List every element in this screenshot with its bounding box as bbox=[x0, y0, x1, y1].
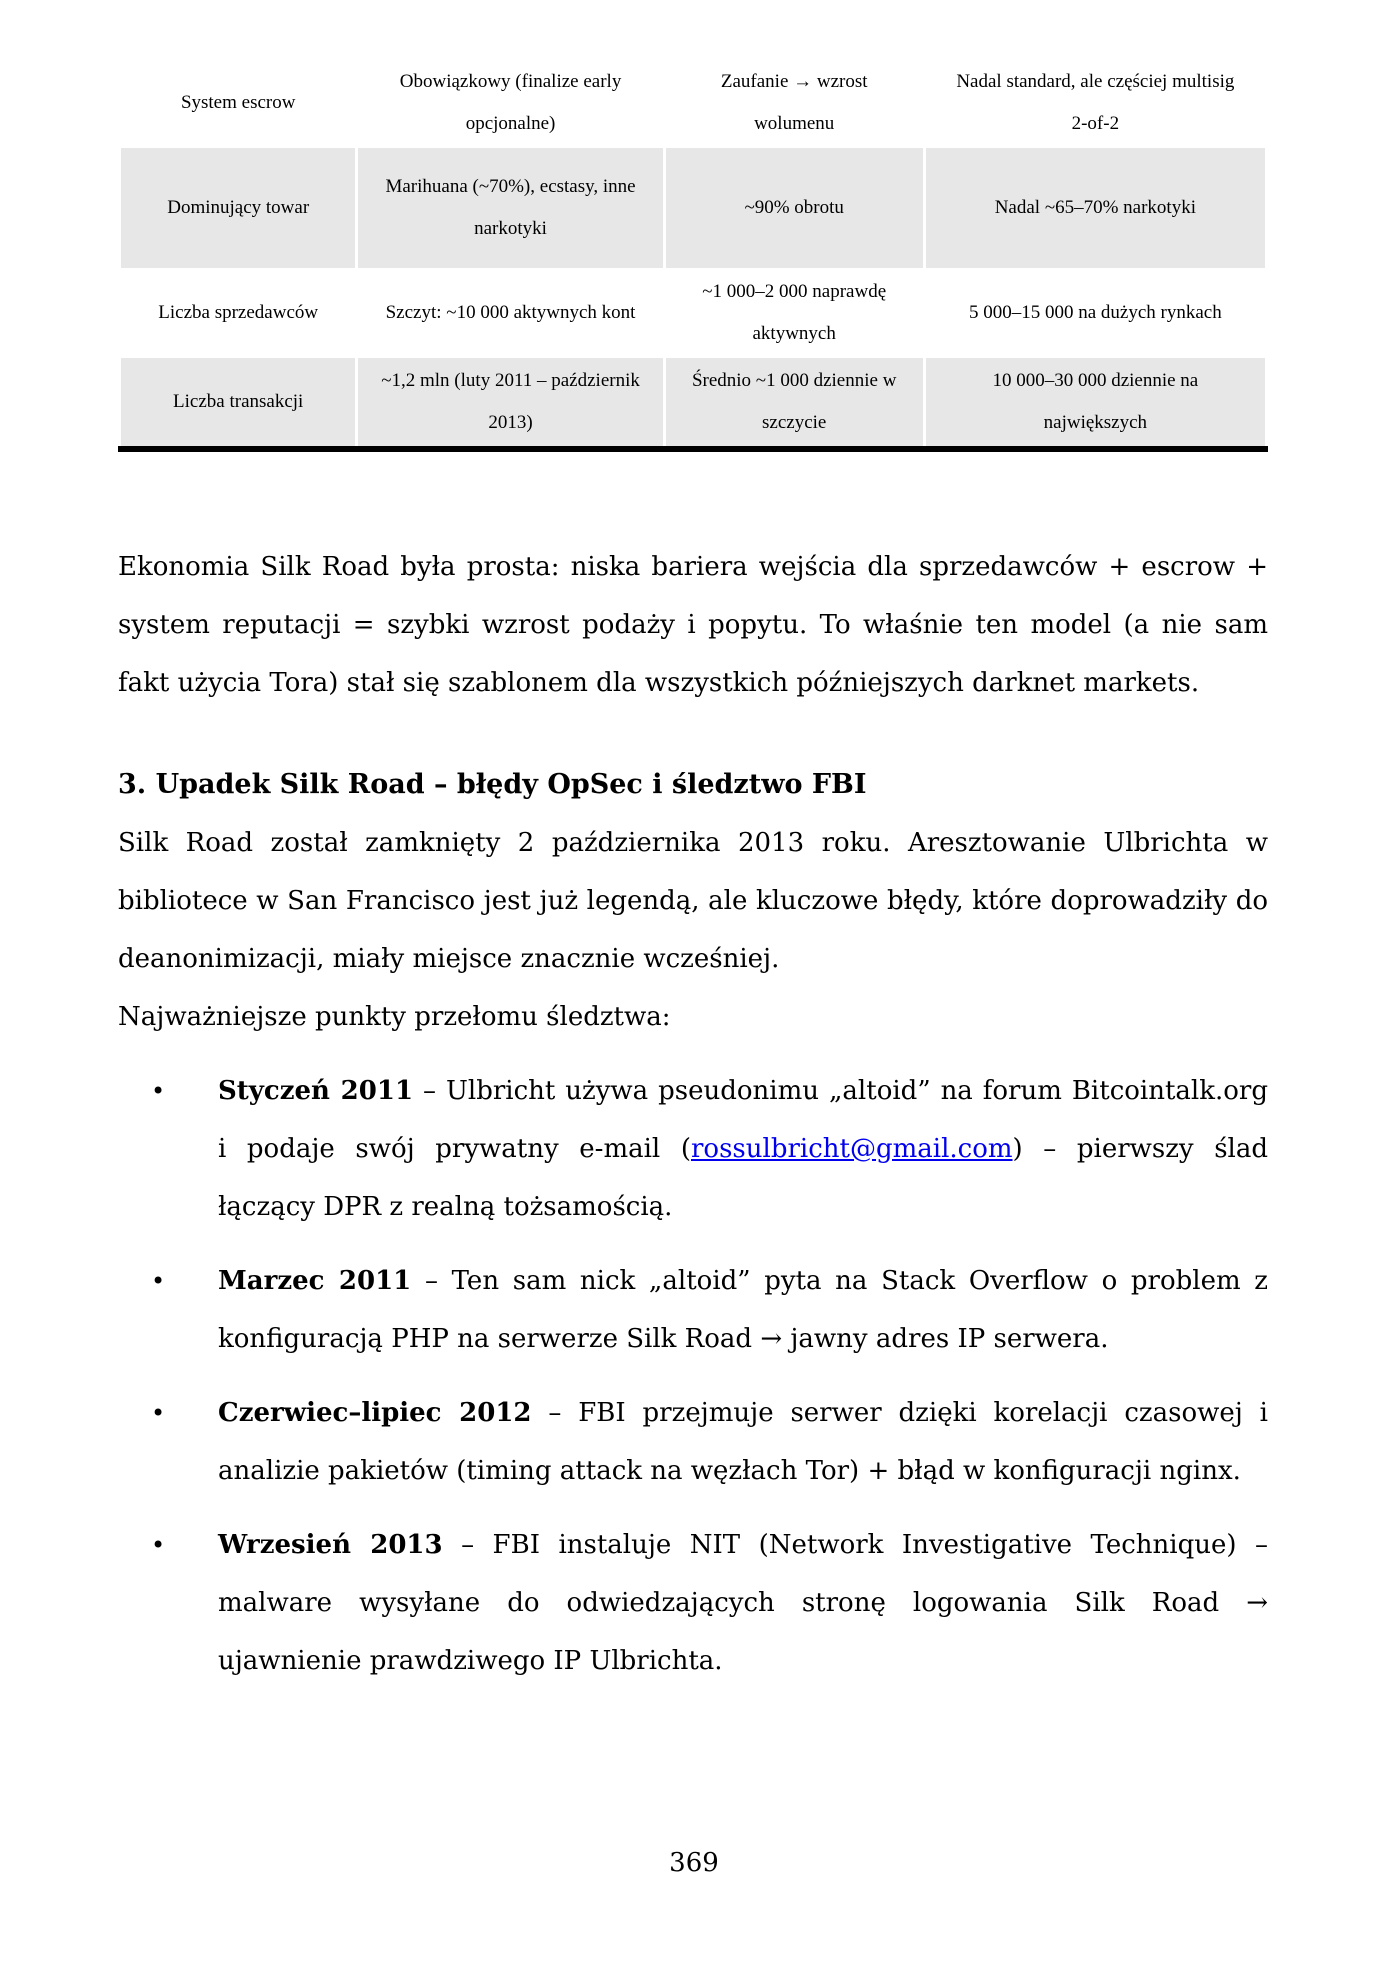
bullet-date: Czerwiec–lipiec 2012 bbox=[218, 1398, 532, 1428]
paragraph-shutdown: Silk Road został zamknięty 2 października 2013 roku. Aresztowanie Ulbrichta w bibliotece w San Francisco jest już legendą, ale kluczowe błędy, które doprowadziły do deanonimizacji, miały miejsce znacznie wcześniej. bbox=[118, 828, 1268, 974]
bullet-icon: • bbox=[151, 1399, 166, 1427]
table-cell: Zaufanie → wzrost wolumenu bbox=[720, 71, 868, 134]
table-cell: Nadal ~65–70% narkotyki bbox=[926, 148, 1265, 268]
list-item-marzec-2011 bbox=[118, 1252, 1268, 1368]
email-link[interactable]: rossulbricht@gmail.com bbox=[690, 1134, 1013, 1164]
list-intro: Najważniejsze punkty przełomu śledztwa: bbox=[118, 1002, 671, 1032]
row-label: Liczba transakcji bbox=[121, 358, 355, 446]
bullet-body bbox=[218, 1076, 1268, 1222]
bullet-body bbox=[218, 1398, 1268, 1486]
comparison-table bbox=[118, 58, 1268, 452]
table-cell: 10 000–30 000 dziennie na największych bbox=[926, 358, 1265, 446]
table-cell: Marihuana (~70%), ecstasy, inne narkotyki bbox=[358, 148, 662, 268]
bullet-date: Marzec 2011 bbox=[218, 1266, 412, 1296]
table-row-liczba-transakcji bbox=[121, 358, 1265, 446]
list-item-czerwiec-lipiec-2012 bbox=[118, 1384, 1268, 1500]
row-label: Dominujący towar bbox=[121, 148, 355, 268]
bullet-body bbox=[218, 1530, 1268, 1676]
paragraph-economy: Ekonomia Silk Road była prosta: niska bariera wejścia dla sprzedawców + escrow + system reputacji = szybki wzrost podaży i popytu. To właśnie ten model (a nie sam fakt użycia Tora) stał się szablonem dla wszystkich późniejszych darknet markets. bbox=[118, 552, 1268, 698]
table-row-system-escrow bbox=[121, 58, 1265, 148]
bullet-text: – FBI instaluje NIT (Network Investigative Technique) – malware wysyłane do odwiedzających stronę logowania Silk Road → ujawnienie prawdziwego IP Ulbrichta. bbox=[218, 1530, 1268, 1676]
bullet-date: Styczeń 2011 bbox=[218, 1076, 414, 1106]
table-cell: Szczyt: ~10 000 aktywnych kont bbox=[385, 302, 636, 324]
row-label: System escrow bbox=[180, 92, 296, 114]
table-cell: Nadal standard, ale częściej multisig 2-of-2 bbox=[956, 71, 1235, 134]
bullet-text: ) – pierwszy ślad łączący DPR z realną tożsamością. bbox=[218, 1134, 1269, 1222]
table-cell: ~90% obrotu bbox=[666, 148, 923, 268]
bullet-text: – FBI przejmuje serwer dzięki korelacji czasowej i analizie pakietów (timing attack na węzłach Tor) + błąd w konfiguracji nginx. bbox=[218, 1398, 1268, 1486]
table-cell: ~1,2 mln (luty 2011 – październik 2013) bbox=[358, 358, 662, 446]
bullet-text: – Ten sam nick „altoid” pyta na Stack Overflow o problem z konfiguracją PHP na serwerze Silk Road → jawny adres IP serwera. bbox=[218, 1266, 1268, 1354]
bullet-text: – Ulbricht używa pseudonimu „altoid” na forum Bitcointalk.org i podaje swój prywatny e-mail ( bbox=[218, 1076, 1268, 1164]
table-cell: Średnio ~1 000 dziennie w szczycie bbox=[666, 358, 923, 446]
bullet-icon: • bbox=[151, 1077, 166, 1105]
section-heading: 3. Upadek Silk Road – błędy OpSec i śledztwo FBI bbox=[118, 769, 867, 800]
table-cell: 5 000–15 000 na dużych rynkach bbox=[968, 302, 1222, 324]
bullet-icon: • bbox=[151, 1267, 166, 1295]
table-cell: ~1 000–2 000 naprawdę aktywnych bbox=[702, 281, 887, 344]
bullet-body bbox=[218, 1266, 1268, 1354]
table-row-dominujacy-towar bbox=[121, 148, 1265, 268]
table-row-liczba-sprzedawcow bbox=[121, 268, 1265, 358]
list-item-styczen-2011 bbox=[118, 1062, 1268, 1236]
page-number: 369 bbox=[669, 1848, 719, 1878]
row-label: Liczba sprzedawców bbox=[158, 302, 319, 324]
list-item-wrzesien-2013 bbox=[118, 1516, 1268, 1690]
table-cell: Obowiązkowy (finalize early opcjonalne) bbox=[399, 71, 622, 134]
bullet-icon: • bbox=[151, 1531, 166, 1559]
bullet-date: Wrzesień 2013 bbox=[218, 1530, 443, 1560]
